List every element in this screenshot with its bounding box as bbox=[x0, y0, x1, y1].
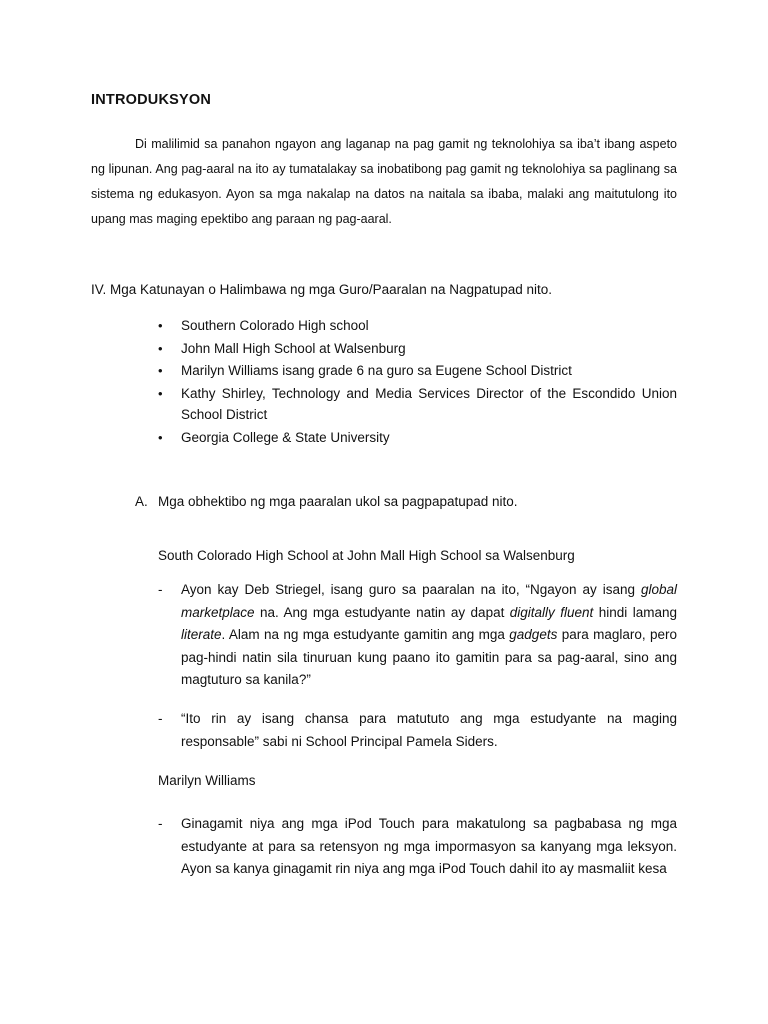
dash-icon: - bbox=[158, 711, 163, 726]
list-item: • Kathy Shirley, Technology and Media Services Director of the Escondido Union School District bbox=[158, 383, 677, 426]
bullet-icon: • bbox=[158, 385, 163, 401]
group-heading-colorado: South Colorado High School at John Mall High School sa Walsenburg bbox=[158, 548, 575, 563]
section-a-heading bbox=[135, 494, 518, 509]
dash-icon: - bbox=[158, 582, 163, 597]
bullet-icon: • bbox=[158, 429, 163, 445]
section-iv-heading: IV. Mga Katunayan o Halimbawa ng mga Guro/Paaralan na Nagpatupad nito. bbox=[91, 282, 553, 297]
group-heading-williams: Marilyn Williams bbox=[158, 773, 256, 788]
section-a-title: Mga obhektibo ng mga paaralan ukol sa pagpapatupad nito. bbox=[158, 494, 518, 509]
bullet-icon: • bbox=[158, 318, 163, 333]
quote-striegel: - Ayon kay Deb Striegel, isang guro sa paaralan na ito, “Ngayon ay isang global marketplace na. Ang mga estudyante natin ay dapat digitally fluent hindi lamang literate. Alam na ng mga estudyante gamitin ang mga gadgets para maglaro, pero pag-hindi natin sila tinuruan kung paano ito gamitin para sa pag-aaral, sino ang magtuturo sa kanila?” bbox=[158, 579, 677, 692]
quote-siders: - “Ito rin ay isang chansa para matututo ang mga estudyante na maging responsable” sabi ni School Principal Pamela Siders. bbox=[158, 708, 677, 753]
list-item: • Georgia College & State University bbox=[158, 427, 677, 449]
list-item: • Southern Colorado High school bbox=[158, 315, 677, 337]
list-item: • John Mall High School at Walsenburg bbox=[158, 338, 677, 360]
intro-paragraph: Di malilimid sa panahon ngayon ang laganap na pag gamit ng teknolohiya sa iba’t ibang aspeto ng lipunan. Ang pag-aaral na ito ay tumatalakay sa inobatibong pag gamit ng teknolohiya sa paglinang sa sistema ng edukasyon. Ayon sa mga nakalap na datos na naitala sa ibaba, malaki ang maitutulong ito upang mas maging epektibo ang paraan ng pag-aaral. bbox=[91, 137, 677, 226]
document-title: INTRODUKSYON bbox=[91, 92, 212, 108]
example-list bbox=[158, 315, 677, 449]
list-item: • Marilyn Williams isang grade 6 na guro sa Eugene School District bbox=[158, 360, 677, 382]
quote-williams: - Ginagamit niya ang mga iPod Touch para makatulong sa pagbabasa ng mga estudyante at para sa retensyon ng mga impormasyon sa kanyang mga leksyon. Ayon sa kanya ginagamit rin niya ang mga iPod Touch dahil ito ay masmaliit kesa bbox=[158, 813, 677, 881]
bullet-icon: • bbox=[158, 340, 163, 356]
section-letter: A. bbox=[135, 494, 148, 509]
bullet-icon: • bbox=[158, 363, 163, 378]
dash-icon: - bbox=[158, 816, 163, 831]
